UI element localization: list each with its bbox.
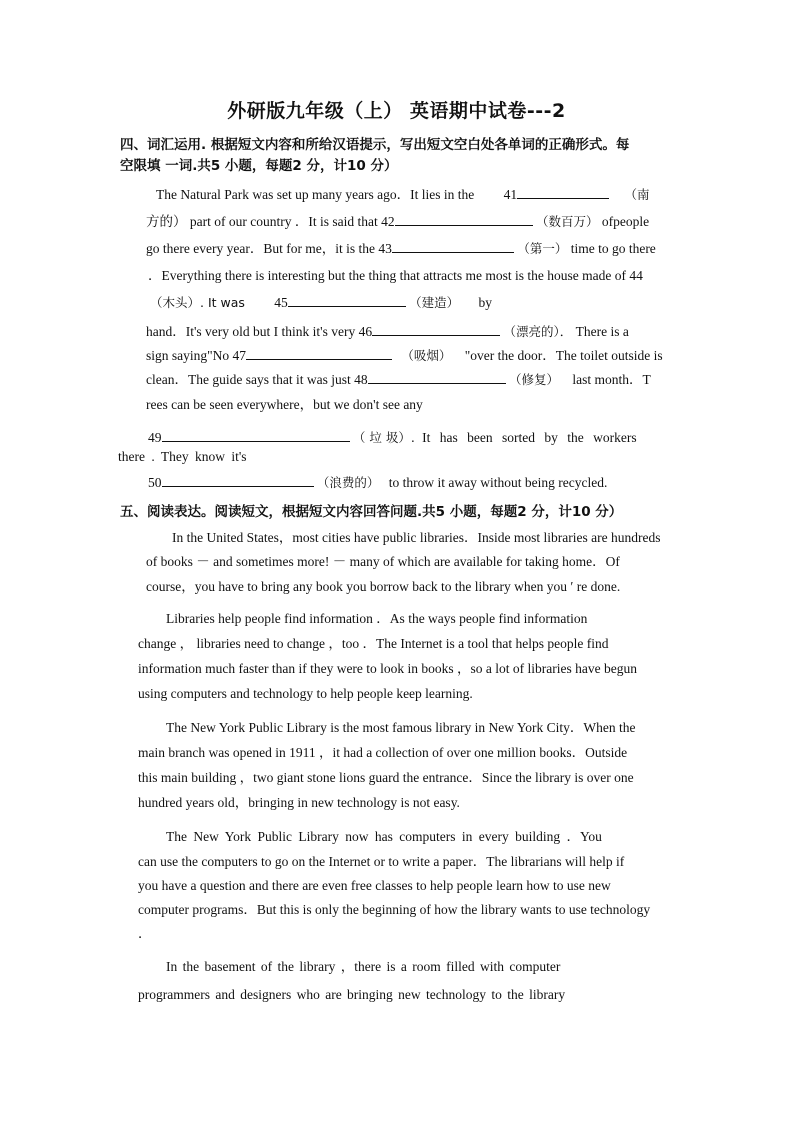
passage-line: using computers and technology to help people keep learning. xyxy=(138,686,473,701)
passage-line: this main building ，two giant stone lions guard the entrance．Since the library is over one xyxy=(138,770,634,785)
page-title: 外研版九年级（上） 英语期中试卷---2 xyxy=(227,100,566,122)
passage-line: hundred years old，bringing in new technology is not easy. xyxy=(138,795,460,810)
passage-line: you have a question and there are even free classes to help people learn how to use new xyxy=(138,878,611,893)
answer-blank-50[interactable] xyxy=(162,474,314,487)
passage-line: The New York Public Library now has computers in every building ．You xyxy=(166,829,602,844)
section4-line: rees can be seen everywhere，but we don't see any xyxy=(146,397,423,412)
section4-line: 50 （浪费的） to throw it away without being recycled. xyxy=(148,475,608,490)
passage-line: In the basement of the library ，there is a room filled with computer xyxy=(166,959,561,974)
passage-line: ． xyxy=(138,926,152,941)
section4-line: ．Everything there is interesting but the thing that attracts me most is the house made of 44 xyxy=(148,268,643,283)
passage-line: main branch was opened in 1911 ，it had a collection of over one million books．Outside xyxy=(138,745,628,760)
passage-line: Libraries help people find information ．As the ways people find information xyxy=(166,611,588,626)
section4-line: go there every year．But for me，it is the 43 （第一） time to go there xyxy=(146,241,656,256)
section4-line: 49 （ 垃 圾）. It has been sorted by the workers xyxy=(148,430,637,445)
answer-blank-47[interactable] xyxy=(246,347,392,360)
answer-blank-41[interactable] xyxy=(517,186,609,199)
section4-line: 方的） part of our country ．It is said that 42 （数百万） ofpeople xyxy=(146,214,650,229)
answer-blank-48[interactable] xyxy=(368,371,506,384)
answer-blank-49[interactable] xyxy=(162,429,350,442)
blank-number: 41 xyxy=(503,187,518,202)
section4-line: hand．It's very old but I think it's very 46 （漂亮的）． There is a xyxy=(146,324,629,339)
passage-line: information much faster than if they were to look in books ，so a lot of libraries have begun xyxy=(138,661,637,676)
passage-line: change ， libraries need to change ，too ．The Internet is a tool that helps people find xyxy=(138,636,609,651)
passage-line: The New York Public Library is the most famous library in New York City．When the xyxy=(166,720,636,735)
answer-blank-43[interactable] xyxy=(392,240,514,253)
section5-heading: 五、阅读表达。阅读短文，根据短文内容回答问题.共5 小题，每题2 分，计10 分） xyxy=(120,504,623,520)
section4-heading-line1: 四、词汇运用. 根据短文内容和所给汉语提示，写出短文空白处各单词的正确形式。每 xyxy=(120,137,630,153)
passage-line: programmers and designers who are bringing new technology to the library xyxy=(138,987,566,1002)
section4-line: （木头）. It was 45 （建造） by xyxy=(150,295,493,310)
passage-line: computer programs．But this is only the beginning of how the library wants to use technology xyxy=(138,902,651,917)
answer-blank-42[interactable] xyxy=(395,213,533,226)
section4-line: there . They know it's xyxy=(118,449,247,464)
section4-line: clean．The guide says that it was just 48 （修复） last month．T xyxy=(146,372,651,387)
passage-line: course，you have to bring any book you borrow back to the library when you ′ re done. xyxy=(146,579,621,594)
section4-line: sign saying"No 47 （吸烟） "over the door．The toilet outside is xyxy=(146,348,663,363)
passage-line: of books － and sometimes more! － many of which are available for taking home．Of xyxy=(146,554,620,569)
passage-line: can use the computers to go on the Internet or to write a paper．The librarians will help if xyxy=(138,854,625,869)
passage-line: In the United States，most cities have public libraries．Inside most libraries are hundreds xyxy=(172,530,661,545)
section4-line: The Natural Park was set up many years ago．It lies in the 41 （南 xyxy=(156,187,650,202)
answer-blank-45[interactable] xyxy=(288,294,406,307)
answer-blank-46[interactable] xyxy=(372,323,500,336)
section4-heading-line2: 空限填 一词.共5 小题，每题2 分，计10 分） xyxy=(120,158,398,174)
